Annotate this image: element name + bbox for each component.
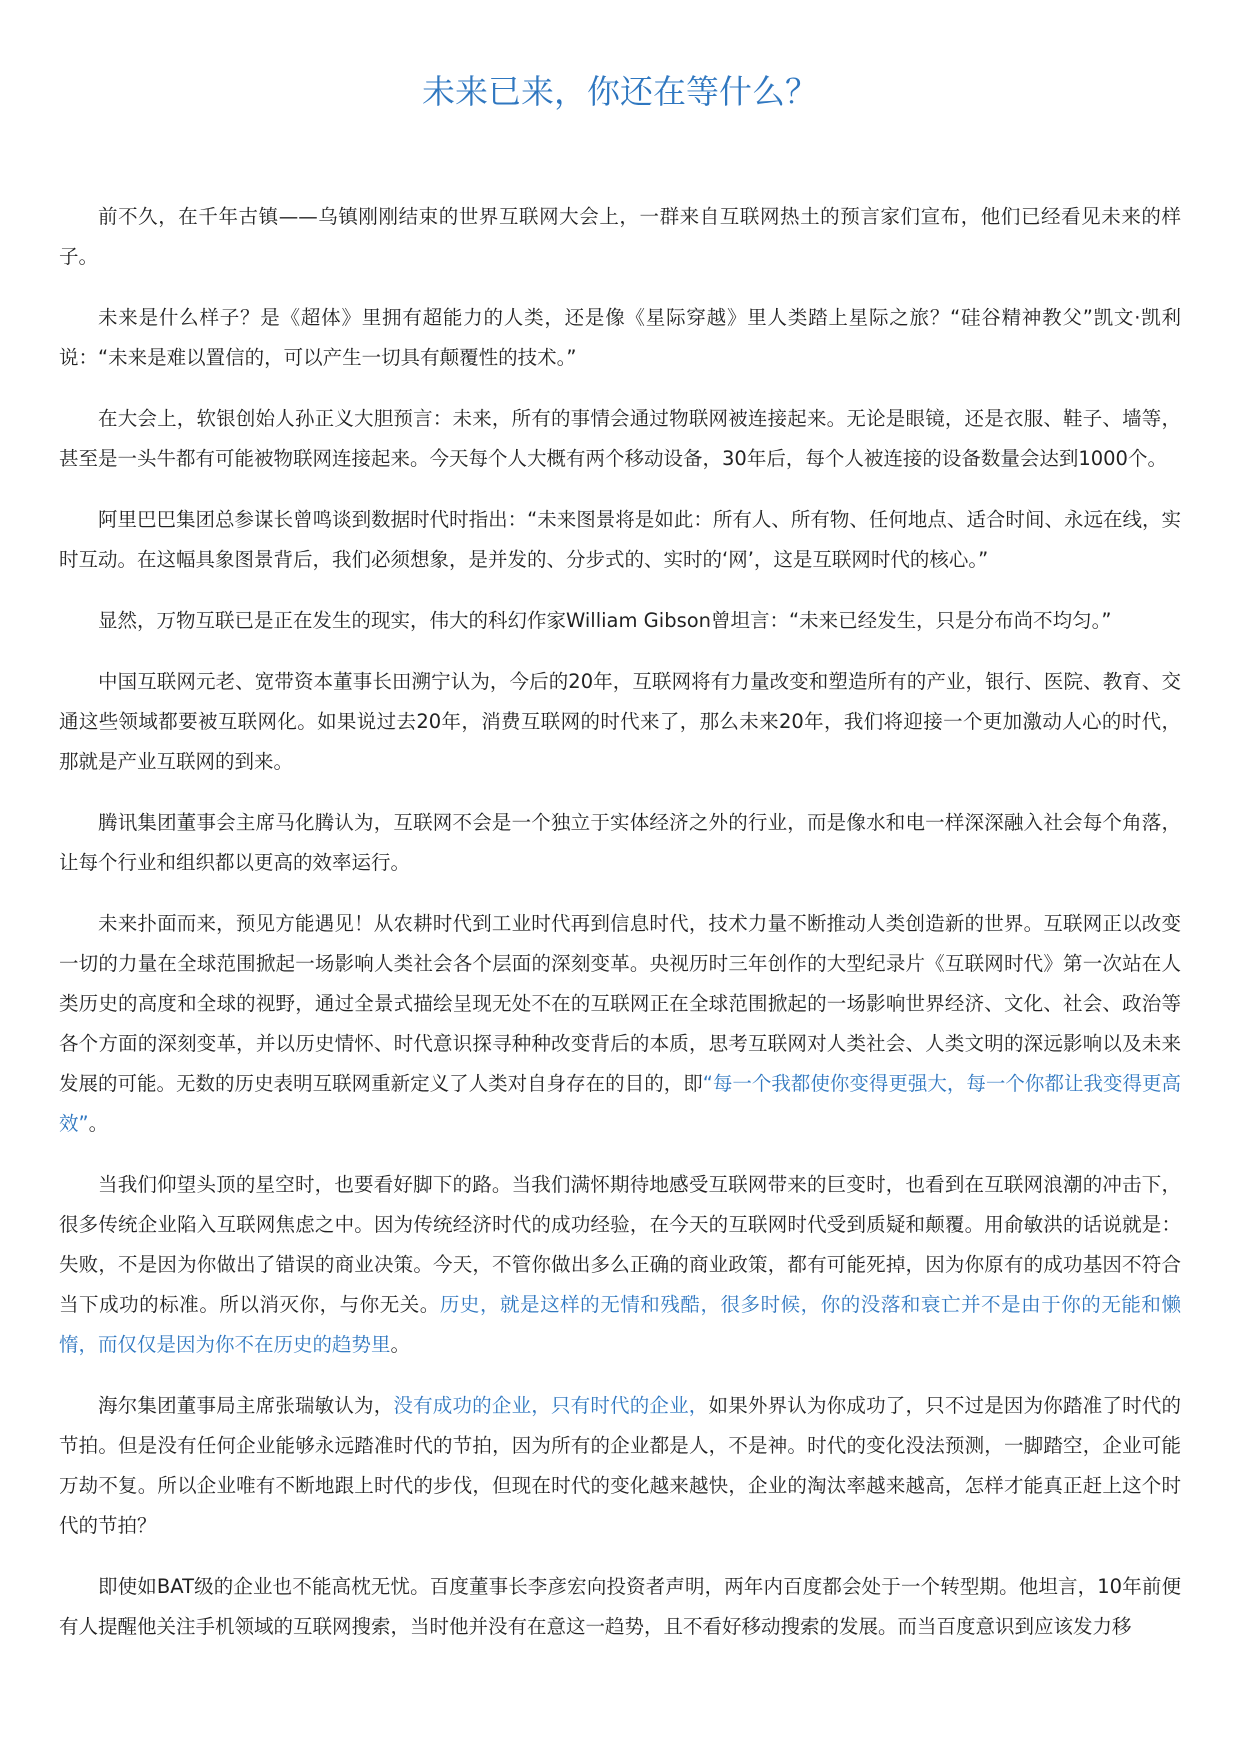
paragraph-7 (59, 803, 1181, 883)
highlighted-quote: 历史，就是这样的无情和残酷，很多时候，你的没落和衰亡并不是由于你的无能和懒惰，而仅仅是因为你不在历史的趋势里 (59, 1293, 1181, 1356)
paragraph-text: 前不久，在千年古镇——乌镇刚刚结束的世界互联网大会上，一群来自互联网热土的预言家们宣布，他们已经看见未来的样子。 (59, 205, 1181, 268)
paragraph-10 (59, 1386, 1181, 1546)
paragraph-text: 未来是什么样子？是《超体》里拥有超能力的人类，还是像《星际穿越》里人类踏上星际之旅？“硅谷精神教父”凯文·凯利说：“未来是难以置信的，可以产生一切具有颠覆性的技术。” (59, 306, 1181, 369)
paragraph-text: 。 (88, 1112, 109, 1135)
paragraph-11 (59, 1567, 1181, 1647)
highlighted-quote: “每一个我都使你变得更强大，每一个你都让我变得更高效” (59, 1072, 1181, 1135)
paragraph-text: 海尔集团董事局主席张瑞敏认为， (98, 1394, 394, 1417)
page-title: 未来已来，你还在等什么？ (422, 72, 818, 111)
highlighted-quote: 没有成功的企业，只有时代的企业， (393, 1394, 709, 1417)
paragraph-1 (59, 197, 1181, 277)
paragraph-6 (59, 662, 1181, 782)
paragraph-4 (59, 500, 1181, 580)
paragraph-9 (59, 1165, 1181, 1365)
paragraph-text: 中国互联网元老、宽带资本董事长田溯宁认为，今后的20年，互联网将有力量改变和塑造所有的产业，银行、医院、教育、交通这些领域都要被互联网化。如果说过去20年，消费互联网的时代来了，那么未来20年，我们将迎接一个更加激动人心的时代，那就是产业互联网的到来。 (59, 670, 1181, 773)
paragraph-text: 未来扑面而来，预见方能遇见！从农耕时代到工业时代再到信息时代，技术力量不断推动人类创造新的世界。互联网正以改变一切的力量在全球范围掀起一场影响人类社会各个层面的深刻变革。央视历时三年创作的大型纪录片《互联网时代》第一次站在人类历史的高度和全球的视野，通过全景式描绘呈现无处不在的互联网正在全球范围掀起的一场影响世界经济、文化、社会、政治等各个方面的深刻变革，并以历史情怀、时代意识探寻种种改变背后的本质，思考互联网对人类社会、人类文明的深远影响以及未来发展的可能。无数的历史表明互联网重新定义了人类对自身存在的目的，即 (59, 912, 1181, 1095)
paragraph-text: 显然，万物互联已是正在发生的现实，伟大的科幻作家William Gibson曾坦言：“未来已经发生，只是分布尚不均匀。” (98, 609, 1112, 632)
paragraph-5 (59, 601, 1181, 641)
paragraph-2 (59, 298, 1181, 378)
paragraph-3 (59, 399, 1181, 479)
paragraph-text: 如果外界认为你成功了，只不过是因为你踏准了时代的节拍。但是没有任何企业能够永远踏准时代的节拍，因为所有的企业都是人，不是神。时代的变化没法预测，一脚踏空，企业可能万劫不复。所以企业唯有不断地跟上时代的步伐，但现在时代的变化越来越快，企业的淘汰率越来越高，怎样才能真正赶上这个时代的节拍？ (59, 1394, 1181, 1537)
paragraph-text: 阿里巴巴集团总参谋长曾鸣谈到数据时代时指出：“未来图景将是如此：所有人、所有物、任何地点、适合时间、永远在线，实时互动。在这幅具象图景背后，我们必须想象，是并发的、分步式的、实时的‘网’，这是互联网时代的核心。” (59, 508, 1181, 571)
paragraph-text: 当我们仰望头顶的星空时，也要看好脚下的路。当我们满怀期待地感受互联网带来的巨变时，也看到在互联网浪潮的冲击下，很多传统企业陷入互联网焦虑之中。因为传统经济时代的成功经验，在今天的互联网时代受到质疑和颠覆。用俞敏洪的话说就是：失败，不是因为你做出了错误的商业决策。今天，不管你做出多么正确的商业政策，都有可能死掉，因为你原有的成功基因不符合当下成功的标准。所以消灭你，与你无关。 (59, 1173, 1181, 1316)
paragraph-text: 腾讯集团董事会主席马化腾认为，互联网不会是一个独立于实体经济之外的行业，而是像水和电一样深深融入社会每个角落，让每个行业和组织都以更高的效率运行。 (59, 811, 1181, 874)
paragraph-8 (59, 904, 1181, 1144)
paragraph-text: 即使如BAT级的企业也不能高枕无忧。百度董事长李彦宏向投资者声明，两年内百度都会处于一个转型期。他坦言，10年前便有人提醒他关注手机领域的互联网搜索，当时他并没有在意这一趋势，且不看好移动搜索的发展。而当百度意识到应该发力移 (59, 1575, 1181, 1638)
article-body (59, 197, 1181, 1668)
paragraph-text: 。 (390, 1333, 411, 1356)
paragraph-text: 在大会上，软银创始人孙正义大胆预言：未来，所有的事情会通过物联网被连接起来。无论是眼镜，还是衣服、鞋子、墙等，甚至是一头牛都有可能被物联网连接起来。今天每个人大概有两个移动设备，30年后，每个人被连接的设备数量会达到1000个。 (59, 407, 1181, 470)
